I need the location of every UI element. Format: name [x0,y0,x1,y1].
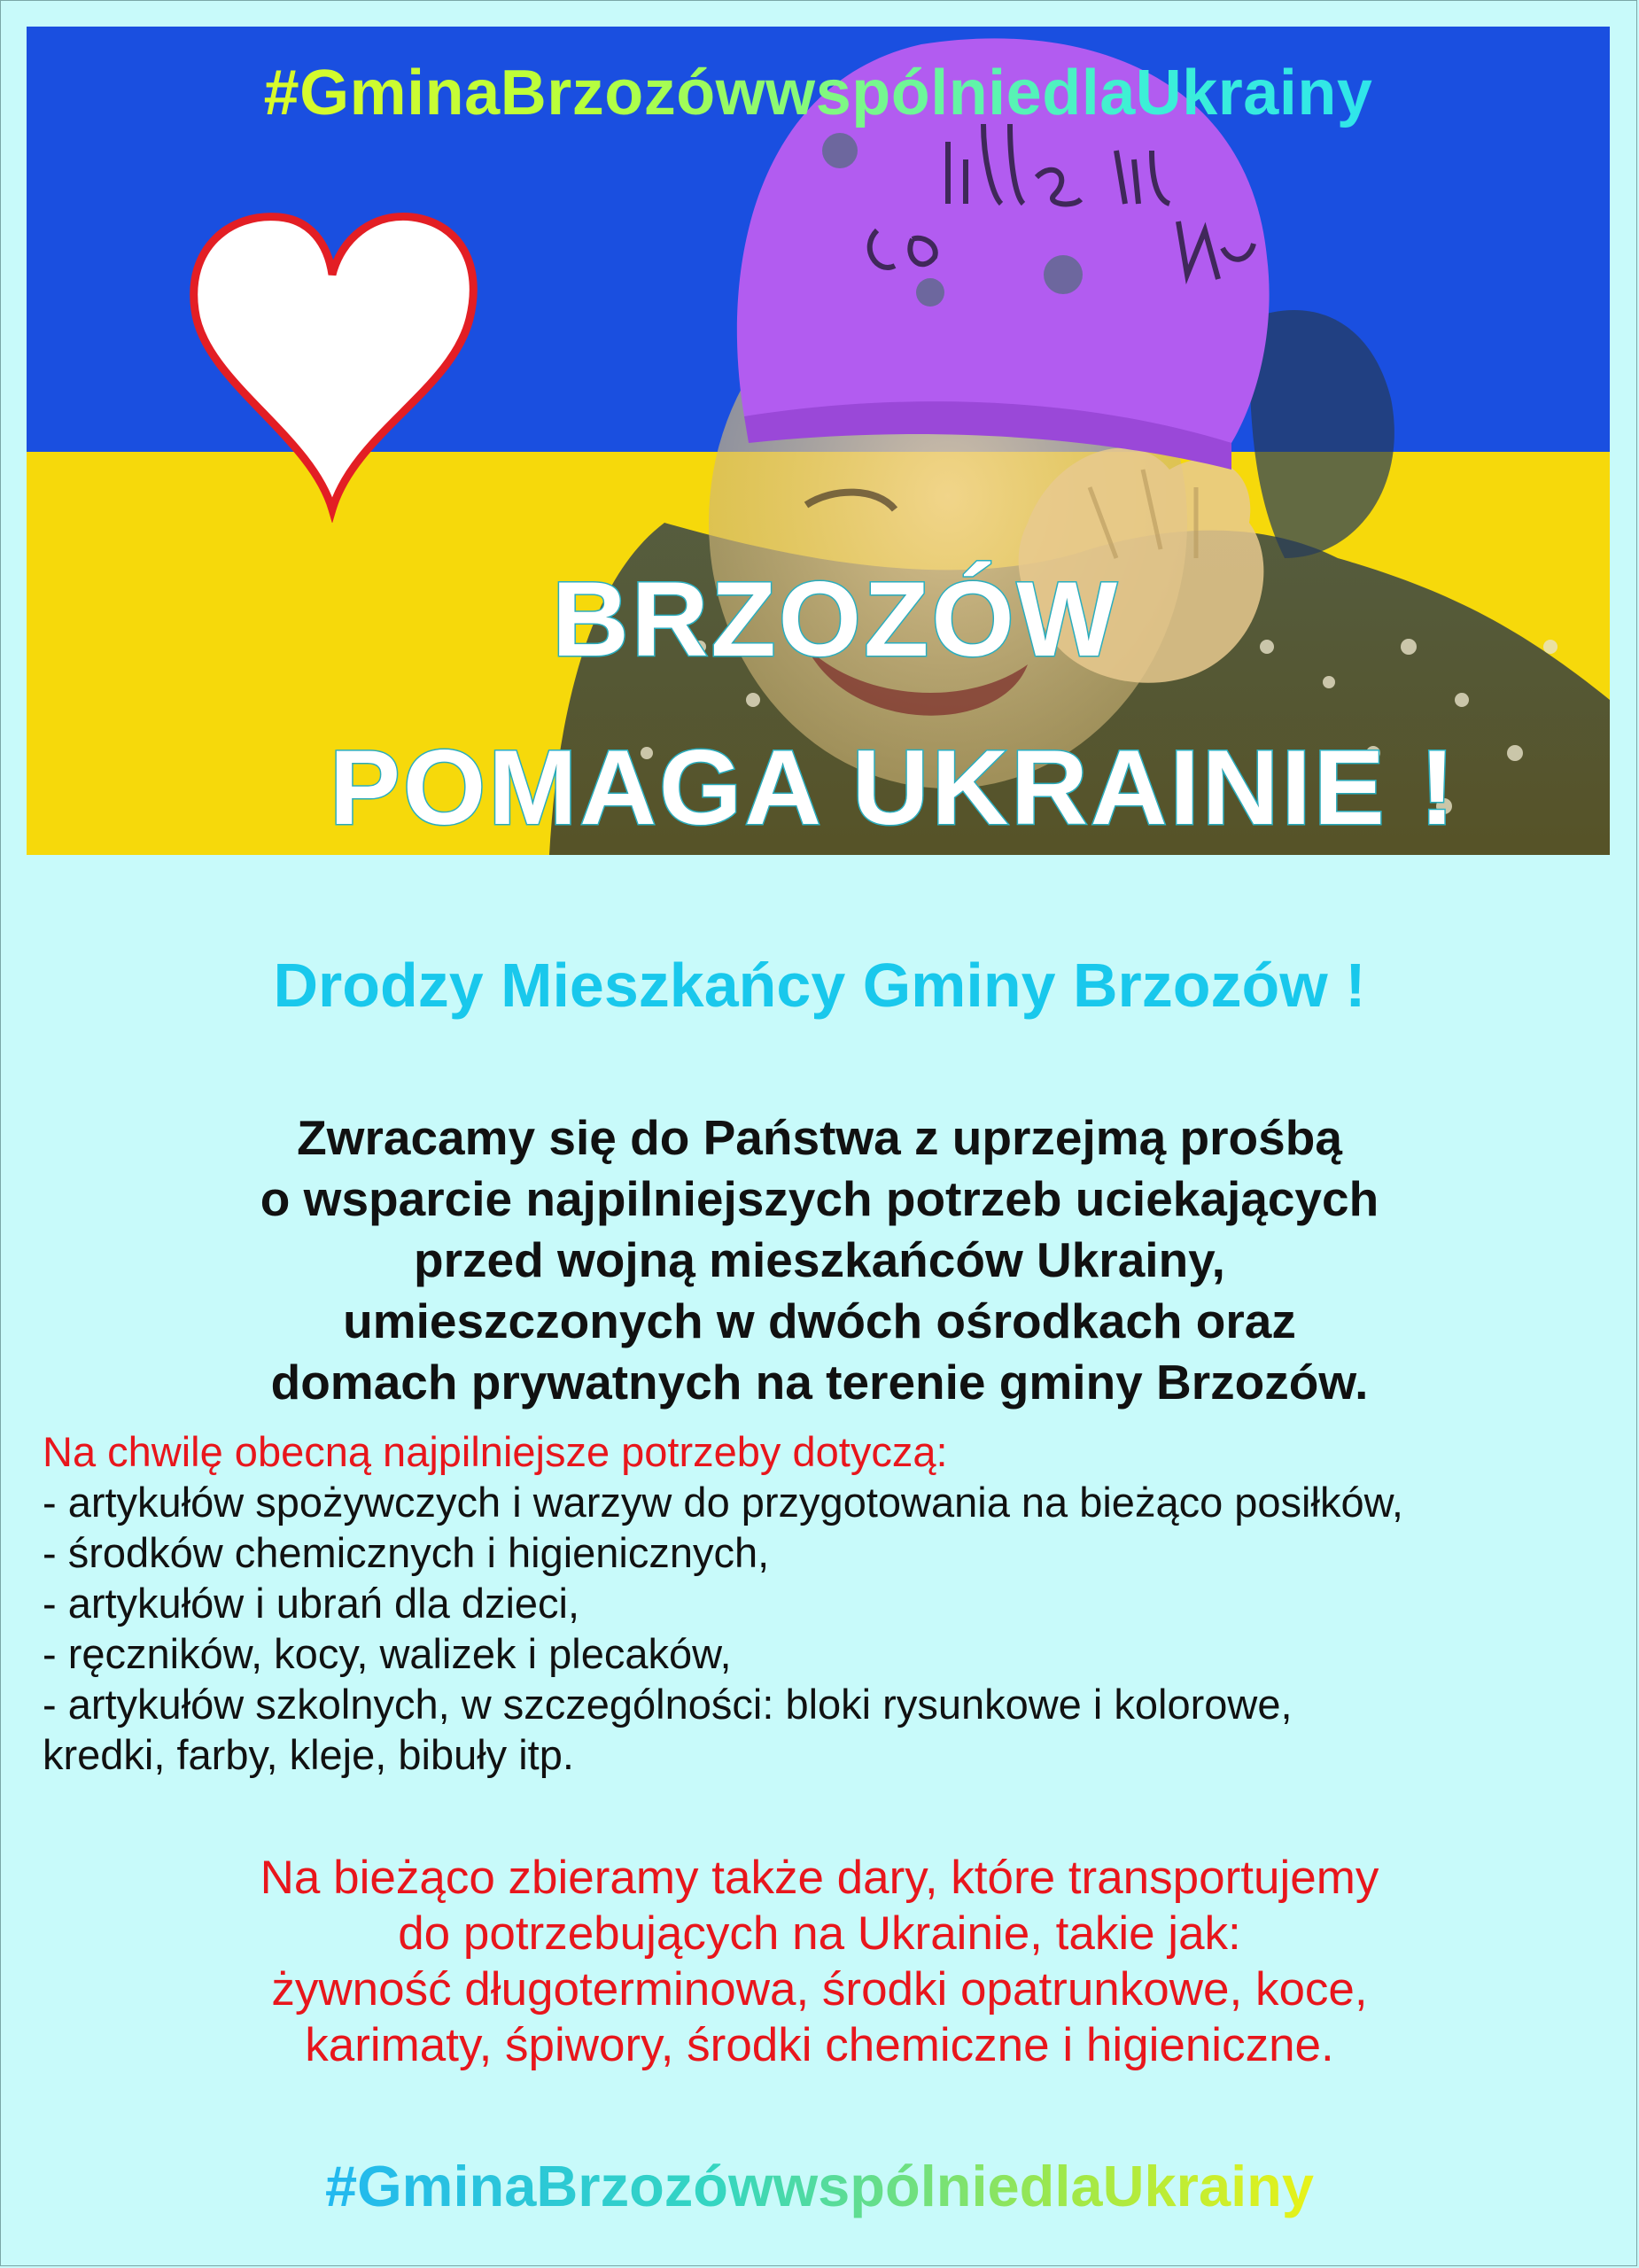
needs-item: - artykułów i ubrań dla dzieci, [43,1580,580,1627]
heart-icon [168,204,496,523]
footer-hashtag-text: #GminaBrzozówwspólniedlaUkrainy [324,2154,1315,2218]
appeal-line: o wsparcie najpilniejszych potrzeb uciekających [260,1171,1379,1226]
donations-line: Na bieżąco zbieramy także dary, które transportujemy [260,1852,1379,1904]
needs-intro: Na chwilę obecną najpilniejsze potrzeby dotyczą: [43,1428,948,1475]
donations-line: do potrzebujących na Ukrainie, takie jak: [398,1907,1241,1960]
donations-line: żywność długoterminowa, środki opatrunkowe, koce, [271,1963,1368,2016]
headline-line-1: BRZOZÓW [552,560,1120,679]
appeal-line: umieszczonych w dwóch ośrodkach oraz [343,1293,1296,1348]
banner [27,27,1610,855]
needs-list [43,1426,1620,1780]
donations-text [0,1850,1639,2073]
appeal-line: przed wojną mieszkańców Ukrainy, [414,1232,1225,1287]
greeting-heading: Drodzy Mieszkańcy Gminy Brzozów ! [273,951,1366,1020]
needs-item: - artykułów szkolnych, w szczególności: bloki rysunkowe i kolorowe, [43,1681,1293,1728]
headline-line-2: POMAGA UKRAINIE ! [329,728,1458,847]
appeal-line: Zwracamy się do Państwa z uprzejmą prośbą [297,1110,1342,1165]
donations-line: karimaty, śpiwory, środki chemiczne i higieniczne. [305,2019,1334,2071]
footer-hashtag [0,2153,1639,2219]
needs-item: - ręczników, kocy, walizek i plecaków, [43,1630,732,1677]
top-hashtag: #GminaBrzozówwspólniedlaUkrainy [27,57,1610,129]
needs-item: - środków chemicznych i higienicznych, [43,1529,770,1576]
appeal-text [0,1107,1639,1413]
appeal-line: domach prywatnych na terenie gminy Brzozów. [270,1355,1369,1410]
needs-item: - artykułów spożywczych i warzyw do przygotowania na bieżąco posiłków, [43,1479,1403,1526]
needs-item: kredki, farby, kleje, bibuły itp. [43,1731,574,1778]
